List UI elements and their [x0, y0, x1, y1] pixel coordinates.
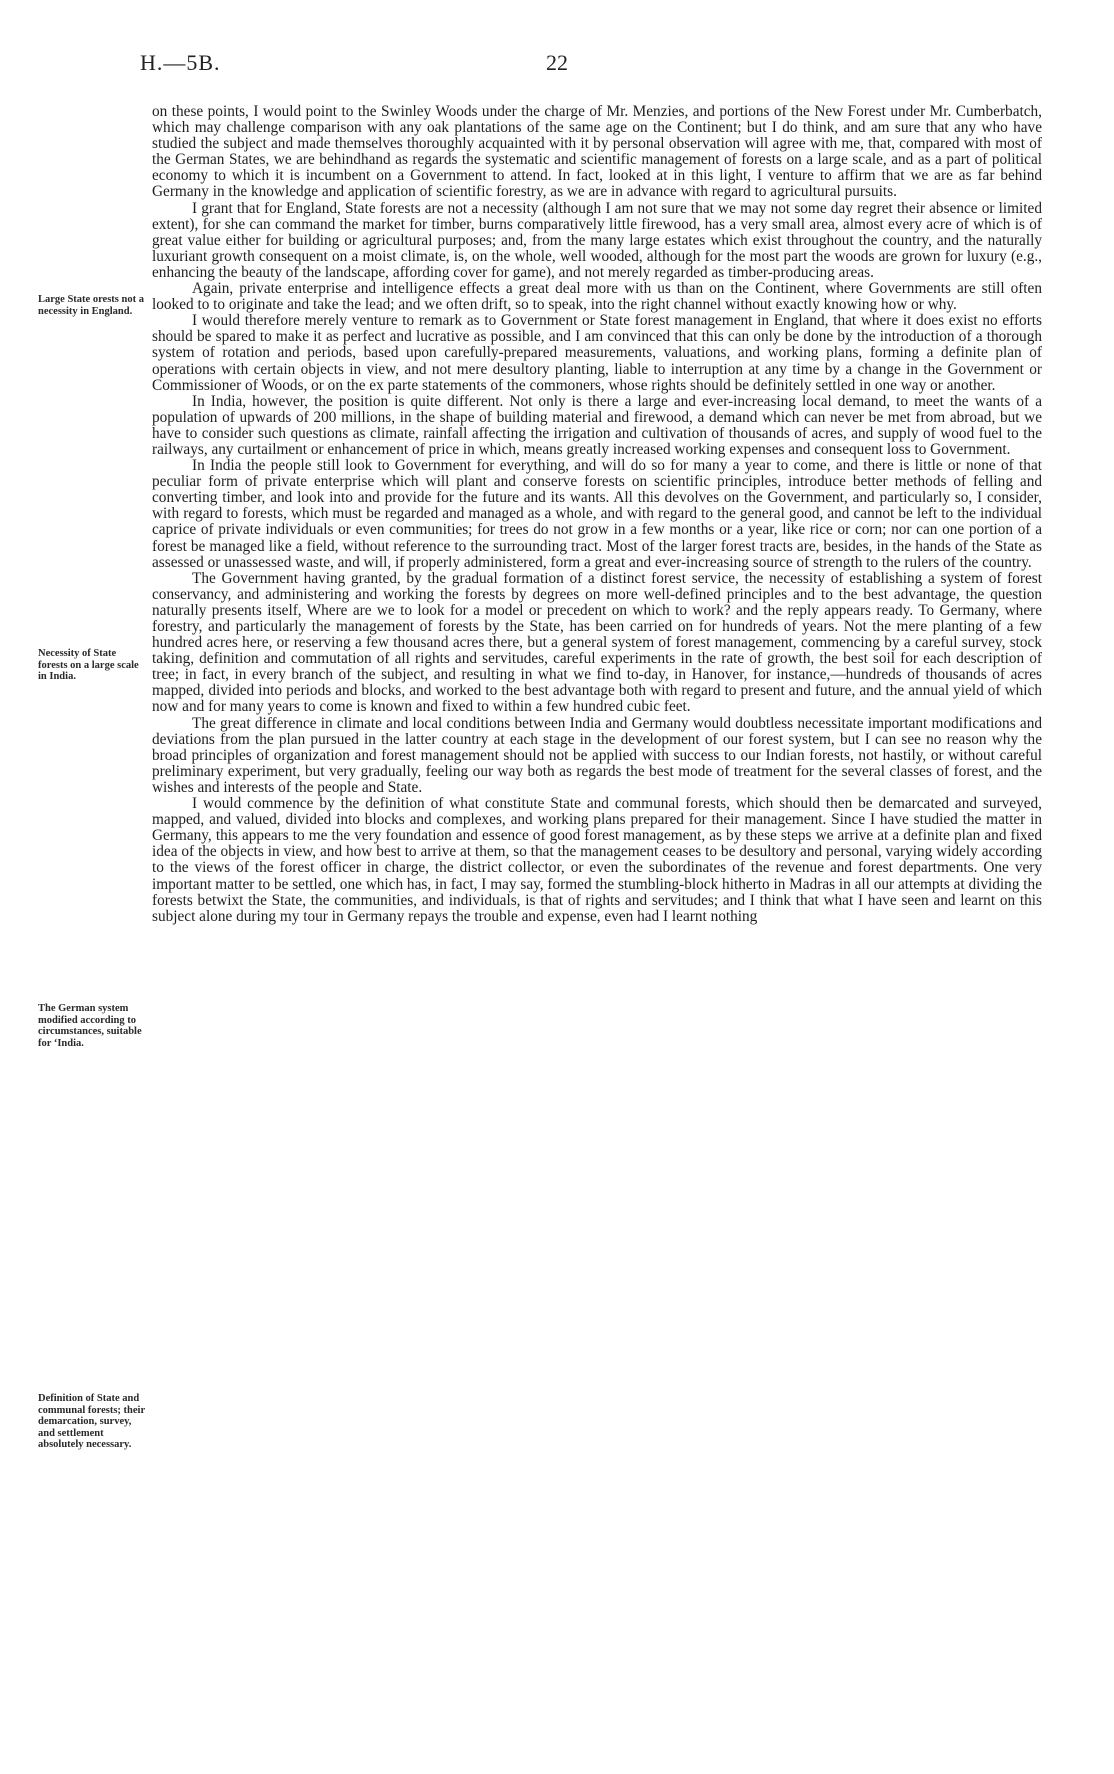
- section-reference: H.—5B.: [140, 50, 221, 75]
- margin-note-definition: Definition of State and communal forests; their demarcation, survey, and settlement absolutely necessary.: [38, 1393, 145, 1451]
- body-text: [152, 104, 1042, 925]
- paragraph: I grant that for England, State forests are not a necessity (although I am not sure that we may not some day regret their absence or limited extent), for she can command the market for timber, burns comparatively little firewood, has a very small area, almost every acre of which is of great value either for building or agricultural purposes; and, from the many large estates which exist throughout the country, and the naturally luxuriant growth consequent on a moist climate, is, on the whole, well wooded, although for the most part the woods are grown for luxury (e.g., enhancing the beauty of the landscape, affording cover for game), and not merely regarded as timber-producing areas.: [152, 199, 1042, 281]
- paragraph: I would commence by the definition of what constitute State and communal forests, which should then be demarcated and surveyed, mapped, and valued, divided into blocks and complexes, and working plans prepared for their management. Since I have studied the matter in Germany, this appears to me the very foundation and essence of good forest management, as by these steps we arrive at a definite plan and fixed idea of the objects in view, and how best to arrive at them, so that the management ceases to be desultory and personal, varying widely according to the views of the forest officer in charge, the district collector, or even the subordinates of the revenue and forest departments. One very important matter to be settled, one which has, in fact, I may say, formed the stumbling-block hitherto in Madras in all our attempts at dividing the forests betwixt the State, the communities, and individuals, is that of rights and servitudes; and I think that what I have seen and learnt on this subject alone during my tour in Germany repays the trouble and expense, even had I learnt nothing: [152, 795, 1042, 925]
- paragraph: In India, however, the position is quite different. Not only is there a large and ever-increasing local demand, to meet the wants of a population of upwards of 200 millions, in the shape of building material and firewood, a demand which can never be met from abroad, but we have to consider such questions as climate, rainfall affecting the irrigation and cultivation of thousands of acres, and supply of wood fuel to the railways, any curtailment or enhancement of price in which, means greatly increased working expenses and consequent loss to Government.: [152, 392, 1042, 458]
- margin-note-england: Large State orests not a necessity in England.: [38, 294, 144, 317]
- paragraph: The Government having granted, by the gradual formation of a distinct forest service, the necessity of establishing a system of forest conservancy, and administering and working the forests by degrees on more well-defined principles and to the best advantage, the question naturally presents itself, Where are we to look for a model or precedent on which to work? and the reply appears ready. To Germany, where forestry, and particularly the management of forests by the State, has been carried on for hundreds of years. Not the mere planting of a few hundred acres here, or reserving a few thousand acres there, but a general system of forest management, commencing by a careful survey, stock taking, definition and commutation of all rights and servitudes, careful experiments in the rate of growth, the best soil for each description of tree; in fact, in every branch of the subject, and resulting in what we find to-day, in Hanover, for instance,—hundreds of thousands of acres mapped, divided into periods and blocks, and worked to the best advantage both with regard to present and future, and the annual yield of which now and for many years to come is known and fixed to within a few hundred cubic feet.: [152, 569, 1042, 716]
- margin-note-german-system: The German system modified according to circumstances, suitable for ‘India.: [38, 1003, 142, 1049]
- paragraph: I would therefore merely venture to remark as to Government or State forest management in England, that where it does exist no efforts should be spared to make it as perfect and lucrative as possible, and I am convinced that this can only be done by the introduction of a thorough system of rotation and periods, based upon carefully-prepared measurements, valuations, and working plans, forming a definite plan of operations with certain objects in view, and not mere desultory planting, liable to interruption at any time by a change in the Government or Commissioner of Woods, or on the ex parte statements of the commoners, whose rights should be definitely settled in one way or another.: [152, 312, 1042, 394]
- paragraph: Again, private enterprise and intelligence effects a great deal more with us than on the Continent, where Governments are still often looked to to originate and take the lead; and we often drift, so to speak, into the right channel without exactly knowing how or why.: [152, 280, 1042, 314]
- paragraph: on these points, I would point to the Swinley Woods under the charge of Mr. Menzies, and portions of the New Forest under Mr. Cumberbatch, which may challenge comparison with any oak plantations of the same age on the Continent; but I do think, and am sure that any who have studied the subject and made themselves thoroughly acquainted with it by personal observation will agree with me, that, compared with most of the German States, we are behindhand as regards the systematic and scientific management of forests on a large scale, and as a part of political economy to which it is incumbent on a Government to attend. In fact, looked at in this light, I venture to affirm that we are as far behind Germany in the knowledge and application of scientific forestry, as we are in advance with regard to agricultural pursuits.: [152, 103, 1042, 201]
- paragraph: In India the people still look to Government for everything, and will do so for many a year to come, and there is little or none of that peculiar form of private enterprise which will plant and conserve forests on scientific principles, introduce better methods of felling and converting timber, and look into and provide for the future and its wants. All this devolves on the Government, and particularly so, I consider, with regard to forests, which must be regarded and managed as a whole, and with regard to the general good, and cannot be left to the individual caprice of private individuals or even communities; for trees do not grow in a few months or a year, like rice or corn; nor can one portion of a forest be managed like a field, without reference to the surrounding tract. Most of the larger forest tracts are, besides, in the hands of the State as assessed or unassessed waste, and will, if properly administered, form a great and ever-increasing source of strength to the rulers of the country.: [152, 457, 1042, 571]
- paragraph: The great difference in climate and local conditions between India and Germany would doubtless necessitate important modifications and deviations from the plan pursued in the latter country at each stage in the development of our forest system, but I can see no reason why the broad principles of organization and forest management should not be applied with success to our Indian forests, not hastily, or without careful preliminary experiment, but very gradually, feeling our way both as regards the best mode of treatment for the several classes of forest, and the wishes and interests of the people and State.: [152, 714, 1042, 796]
- margin-note-india: Necessity of State forests on a large scale in India.: [38, 648, 139, 683]
- page-number: 22: [546, 50, 568, 75]
